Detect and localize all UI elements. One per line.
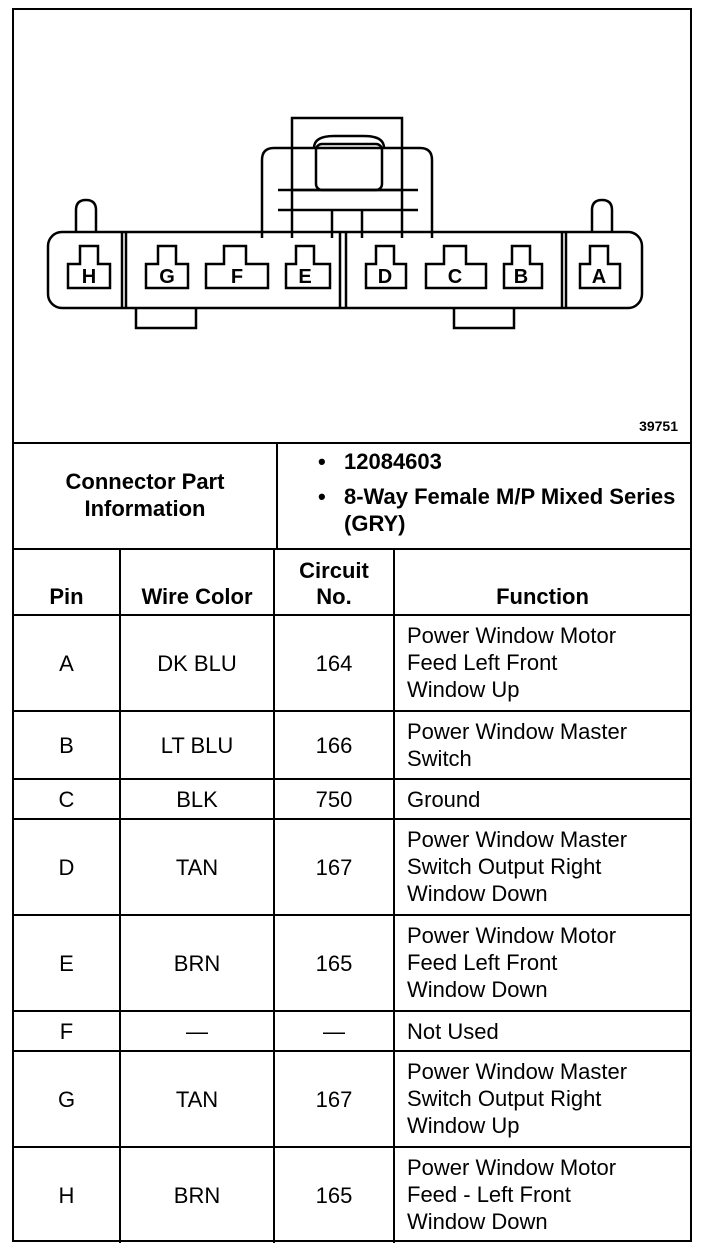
- function-line: Feed Left Front: [407, 950, 558, 975]
- connector-document: [12, 8, 692, 1242]
- table-row: [14, 1147, 690, 1243]
- cell-function: [394, 615, 690, 711]
- pin-label: F: [230, 266, 244, 288]
- function-line: Window Up: [407, 1113, 520, 1138]
- function-line: Power Window Motor: [407, 1155, 617, 1180]
- cell-pin: F: [14, 1011, 120, 1051]
- function-line: Not Used: [407, 1018, 499, 1044]
- cell-wire-color: BLK: [120, 779, 274, 819]
- part-info-label: [14, 442, 278, 548]
- bullet-icon: •: [318, 449, 326, 474]
- cell-circuit: 165: [274, 915, 394, 1011]
- function-line: Feed Left Front: [407, 650, 558, 675]
- cell-circuit: 165: [274, 1147, 394, 1243]
- pin-label: C: [447, 266, 463, 288]
- cell-function: [394, 819, 690, 915]
- table-row: [14, 615, 690, 711]
- pin-label: A: [591, 266, 607, 288]
- part-number-item: [278, 448, 690, 475]
- function-line: Switch Output Right: [407, 1086, 602, 1111]
- pin-table-header: [14, 548, 690, 615]
- header-pin: Pin: [14, 548, 120, 615]
- part-number: 12084603: [344, 449, 442, 474]
- cell-function: [394, 1011, 690, 1051]
- function-line: Switch: [407, 746, 472, 771]
- cell-circuit: —: [274, 1011, 394, 1051]
- function-line: Power Window Master: [407, 719, 628, 744]
- cell-pin: A: [14, 615, 120, 711]
- function-line: Ground: [407, 786, 481, 812]
- cell-circuit: 164: [274, 615, 394, 711]
- part-info-label-line: Information: [84, 496, 206, 521]
- cell-pin: H: [14, 1147, 120, 1243]
- pin-label: E: [298, 266, 312, 288]
- table-row: [14, 779, 690, 819]
- connector-part-information: [14, 442, 690, 550]
- cell-wire-color: BRN: [120, 915, 274, 1011]
- cell-function: [394, 1051, 690, 1147]
- figure-number: 39751: [639, 418, 678, 434]
- cell-wire-color: BRN: [120, 1147, 274, 1243]
- pin-label: B: [513, 266, 529, 288]
- table-row: [14, 915, 690, 1011]
- part-info-values: [278, 448, 690, 545]
- cell-circuit: 166: [274, 711, 394, 779]
- function-line: Power Window Motor: [407, 623, 617, 648]
- table-row: [14, 711, 690, 779]
- cell-circuit: 167: [274, 819, 394, 915]
- function-line: Power Window Master: [407, 1059, 628, 1084]
- header-circuit: [274, 548, 394, 615]
- cell-wire-color: DK BLU: [120, 615, 274, 711]
- connector-diagram: [14, 10, 690, 444]
- cell-pin: E: [14, 915, 120, 1011]
- cell-pin: D: [14, 819, 120, 915]
- connector-description: 8-Way Female M/P Mixed Series (GRY): [344, 484, 676, 536]
- function-line: Switch Output Right: [407, 854, 602, 879]
- cell-pin: G: [14, 1051, 120, 1147]
- cell-wire-color: TAN: [120, 819, 274, 915]
- header-circuit-line: Circuit: [299, 558, 369, 583]
- table-row: [14, 819, 690, 915]
- connector-face-drawing: [14, 10, 690, 442]
- cell-function: [394, 1147, 690, 1243]
- cell-wire-color: LT BLU: [120, 711, 274, 779]
- cell-pin: C: [14, 779, 120, 819]
- connector-description-item: [278, 483, 690, 537]
- function-line: Feed - Left Front: [407, 1182, 571, 1207]
- cell-circuit: 167: [274, 1051, 394, 1147]
- function-line: Power Window Master: [407, 827, 628, 852]
- pin-label: G: [159, 266, 175, 288]
- part-info-label-line: Connector Part: [65, 469, 225, 494]
- function-line: Window Down: [407, 977, 548, 1002]
- function-line: Window Down: [407, 881, 548, 906]
- cell-pin: B: [14, 711, 120, 779]
- cell-function: [394, 711, 690, 779]
- bullet-icon: •: [318, 484, 326, 509]
- cell-wire-color: TAN: [120, 1051, 274, 1147]
- pin-label: D: [377, 266, 393, 288]
- function-line: Window Up: [407, 677, 520, 702]
- cell-wire-color: —: [120, 1011, 274, 1051]
- header-wire-color: Wire Color: [120, 548, 274, 615]
- function-line: Power Window Motor: [407, 923, 617, 948]
- table-row: [14, 1011, 690, 1051]
- pin-table: [14, 548, 690, 1243]
- header-circuit-line: No.: [316, 584, 352, 609]
- function-line: Window Down: [407, 1209, 548, 1234]
- table-row: [14, 1051, 690, 1147]
- cell-function: [394, 915, 690, 1011]
- header-function: Function: [394, 548, 690, 615]
- cell-function: [394, 779, 690, 819]
- cell-circuit: 750: [274, 779, 394, 819]
- pin-label: H: [81, 266, 97, 288]
